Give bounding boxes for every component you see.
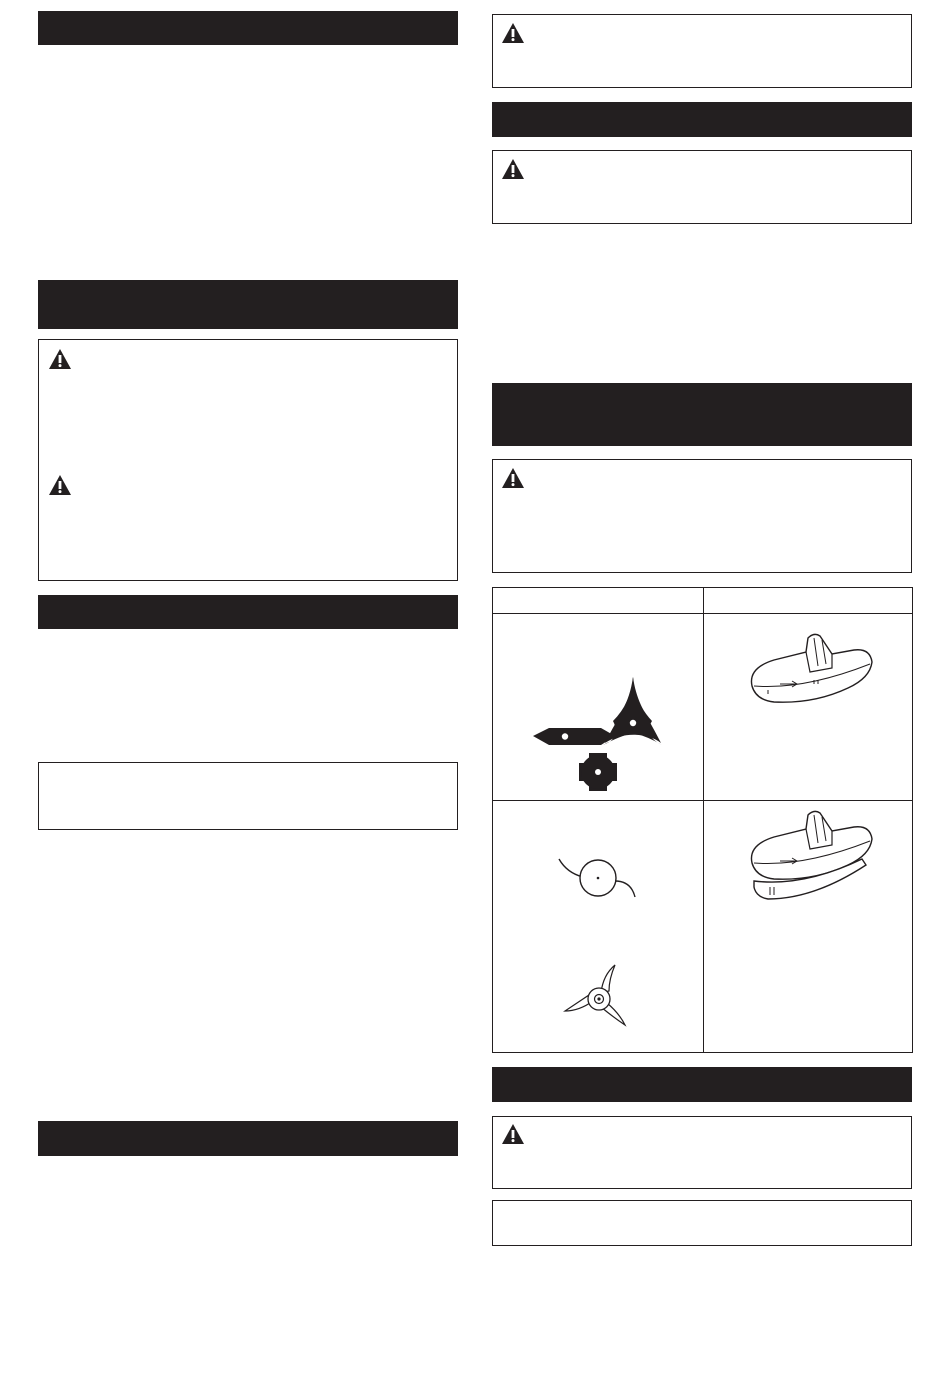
plastic-blade-illustration xyxy=(559,961,639,1031)
section-heading-left-3 xyxy=(38,595,458,629)
warning-triangle-icon xyxy=(48,474,72,496)
section-heading-left-4 xyxy=(38,1121,458,1156)
note-box-left xyxy=(38,762,458,830)
table-header-cutting-tool xyxy=(493,588,704,614)
tool-guard-table xyxy=(492,587,913,1053)
warning-box-right-2 xyxy=(492,150,912,224)
section-heading-left-2 xyxy=(38,280,458,329)
warning-triangle-icon xyxy=(501,1123,525,1145)
warning-box-right-4 xyxy=(492,1116,912,1189)
table-header-guard xyxy=(704,588,913,614)
blade-guard-illustration xyxy=(744,628,884,708)
warning-box-left xyxy=(38,339,458,581)
warning-box-right-top xyxy=(492,14,912,88)
warning-triangle-icon xyxy=(501,467,525,489)
warning-triangle-icon xyxy=(48,348,72,370)
note-box-right xyxy=(492,1200,912,1246)
section-heading-left-1 xyxy=(38,11,458,45)
guard-with-extension-illustration xyxy=(744,807,884,909)
table-cell-nylon-head xyxy=(493,801,704,1053)
nylon-cutting-head-illustration xyxy=(553,851,643,911)
section-heading-right-2 xyxy=(492,383,912,446)
metal-blades-illustration xyxy=(521,659,671,794)
table-cell-metal-blades xyxy=(493,614,704,801)
table-cell-blade-guard xyxy=(704,614,913,801)
section-heading-right-3 xyxy=(492,1067,912,1102)
warning-triangle-icon xyxy=(501,22,525,44)
warning-triangle-icon xyxy=(501,158,525,180)
table-cell-guard-with-extension xyxy=(704,801,913,1053)
warning-box-right-3 xyxy=(492,459,912,573)
section-heading-right-1 xyxy=(492,102,912,137)
